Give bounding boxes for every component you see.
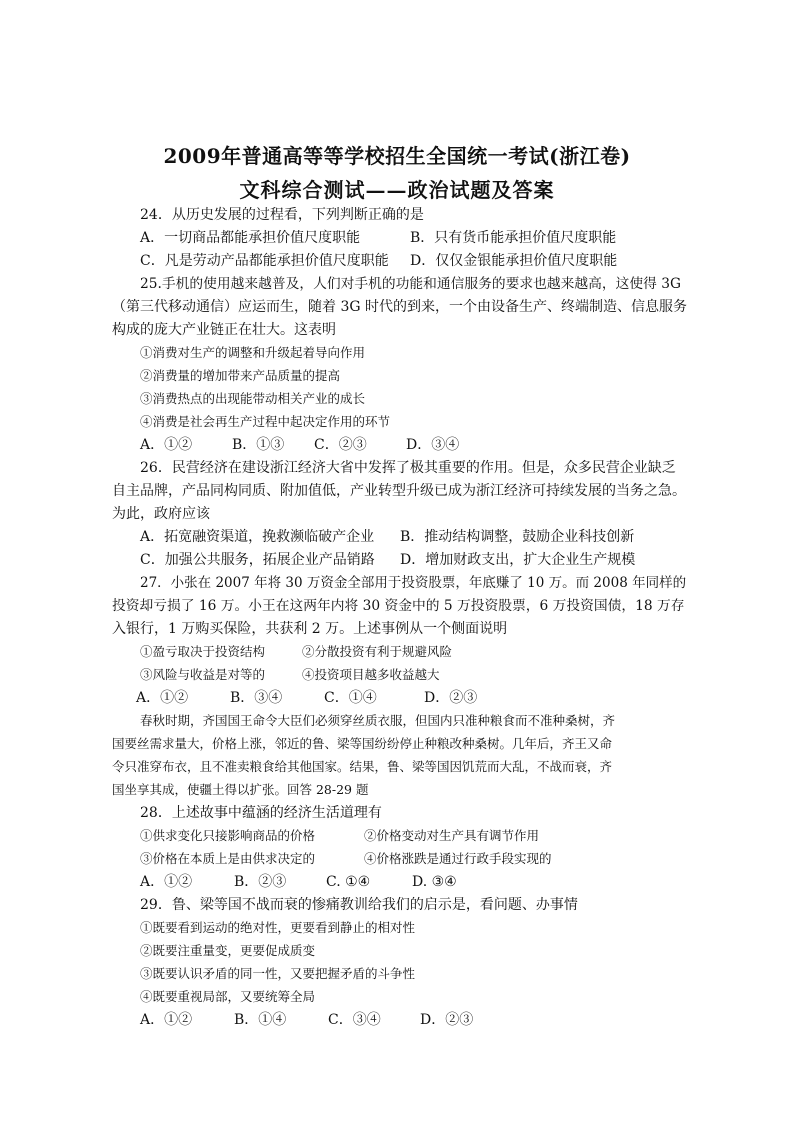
q25-item-1: ①消费对生产的调整和升级起着导向作用 <box>140 345 366 360</box>
q27-option-b: B．③④ <box>230 690 283 706</box>
q27-item-2: ②分散投资有利于规避风险 <box>302 644 453 659</box>
q28-stem: 28．上述故事中蕴涵的经济生活道理有 <box>140 805 382 821</box>
q26-stem-line1: 26．民营经济在建设浙江经济大省中发挥了极其重要的作用。但是，众多民营企业缺乏 <box>140 460 676 476</box>
q25-option-a: A．①② <box>140 437 193 453</box>
q27-stem-line3: 入银行，1 万购买保险，共获利 2 万。上述事例从一个侧面说明 <box>112 621 508 637</box>
q29-item-4: ④既要重视局部，又要统筹全局 <box>140 989 316 1004</box>
q26-option-c: C．加强公共服务，拓展企业产品销路 <box>140 552 375 568</box>
q25-option-c: C．②③ <box>314 437 367 453</box>
document-title: 2009年普通高等等学校招生全国统一考试(浙江卷) <box>163 144 631 168</box>
q29-item-2: ②既要注重量变，更要促成质变 <box>140 943 316 958</box>
q26-option-a: A．拓宽融资渠道，挽救濒临破产企业 <box>140 529 375 545</box>
q28-item-4: ④价格涨跌是通过行政手段实现的 <box>364 851 552 866</box>
q27-option-d: D．②③ <box>424 690 478 706</box>
q25-option-d: D．③④ <box>406 437 460 453</box>
q27-stem-line1: 27．小张在 2007 年将 30 万资金全部用于投资股票，年底赚了 10 万。而 2008 年同样的 <box>140 575 687 591</box>
q27-item-4: ④投资项目越多收益越大 <box>302 667 440 682</box>
q27-item-3: ③风险与收益是对等的 <box>140 667 266 682</box>
q29-option-b: B．①④ <box>234 1012 287 1028</box>
q25-stem-line2: （第三代移动通信）应运而生，随着 3G 时代的到来，一个由设备生产、终端制造、信息服务 <box>112 299 687 315</box>
q25-item-3: ③消费热点的出现能带动相关产业的成长 <box>140 391 366 406</box>
q26-option-d: D．增加财政支出，扩大企业生产规模 <box>400 552 636 568</box>
q24-stem: 24．从历史发展的过程看，下列判断正确的是 <box>140 207 424 223</box>
story-line3: 令只准穿布衣，且不准卖粮食给其他国家。结果，鲁、梁等国因饥荒而大乱，不战而衰，齐 <box>112 759 613 774</box>
q24-option-c: C．凡是劳动产品都能承担价值尺度职能 <box>140 253 389 269</box>
q24-option-b: B．只有货币能承担价值尺度职能 <box>410 230 617 246</box>
q28-item-3: ③价格在本质上是由供求决定的 <box>140 851 316 866</box>
q29-item-1: ①既要看到运动的绝对性，更要看到静止的相对性 <box>140 920 416 935</box>
q27-option-c: C．①④ <box>324 690 377 706</box>
q26-stem-line2: 自主品牌，产品同构同质、附加值低，产业转型升级已成为浙江经济可持续发展的当务之急。 <box>112 483 686 499</box>
q27-stem-line2: 投资却亏损了 16 万。小王在这两年内将 30 资金中的 5 万投资股票，6 万投资国债，18 万存 <box>112 598 685 614</box>
q25-stem-line1: 25.手机的使用越来越普及，人们对手机的功能和通信服务的要求也越来越高，这使得 3G <box>140 276 681 292</box>
q25-option-b: B．①③ <box>232 437 285 453</box>
q29-option-a: A．①② <box>140 1012 193 1028</box>
story-line4: 国坐享其成，使疆土得以扩张。回答 28-29 题 <box>112 782 369 797</box>
q28-item-2: ②价格变动对生产具有调节作用 <box>364 828 540 843</box>
q24-option-d: D．仅仅金银能承担价值尺度职能 <box>410 253 618 269</box>
q29-stem: 29．鲁、梁等国不战而衰的惨痛教训给我们的启示是，看问题、办事情 <box>140 897 578 913</box>
q25-item-4: ④消费是社会再生产过程中起决定作用的环节 <box>140 414 391 429</box>
q29-option-c: C．③④ <box>328 1012 381 1028</box>
q25-stem-line3: 构成的庞大产业链正在壮大。这表明 <box>112 322 336 338</box>
q28-item-1: ①供求变化只接影响商品的价格 <box>140 828 316 843</box>
q25-item-2: ②消费量的增加带来产品质量的提高 <box>140 368 341 383</box>
q29-item-3: ③既要认识矛盾的同一性，又要把握矛盾的斗争性 <box>140 966 416 981</box>
q27-option-a: A．①② <box>136 690 189 706</box>
story-line2: 国要丝需求量大，价格上涨，邻近的鲁、梁等国纷纷停止种粮改种桑树。几年后，齐王又命 <box>112 736 613 751</box>
q28-option-d: D. ③④ <box>412 874 457 890</box>
story-line1: 春秋时期，齐国国王命令大臣们必须穿丝质衣服，但国内只准种粮食而不准种桑树，齐 <box>140 713 616 728</box>
q26-option-b: B．推动结构调整，鼓励企业科技创新 <box>400 529 635 545</box>
q24-option-a: A．一切商品都能承担价值尺度职能 <box>140 230 361 246</box>
q27-item-1: ①盈亏取决于投资结构 <box>140 644 266 659</box>
document-subtitle: 文科综合测试——政治试题及答案 <box>239 178 555 202</box>
q28-option-a: A．①② <box>140 874 193 890</box>
q28-option-c: C. ①④ <box>326 874 371 890</box>
q28-option-b: B．②③ <box>234 874 287 890</box>
q29-option-d: D．②③ <box>420 1012 474 1028</box>
q26-stem-line3: 为此，政府应该 <box>112 506 210 522</box>
